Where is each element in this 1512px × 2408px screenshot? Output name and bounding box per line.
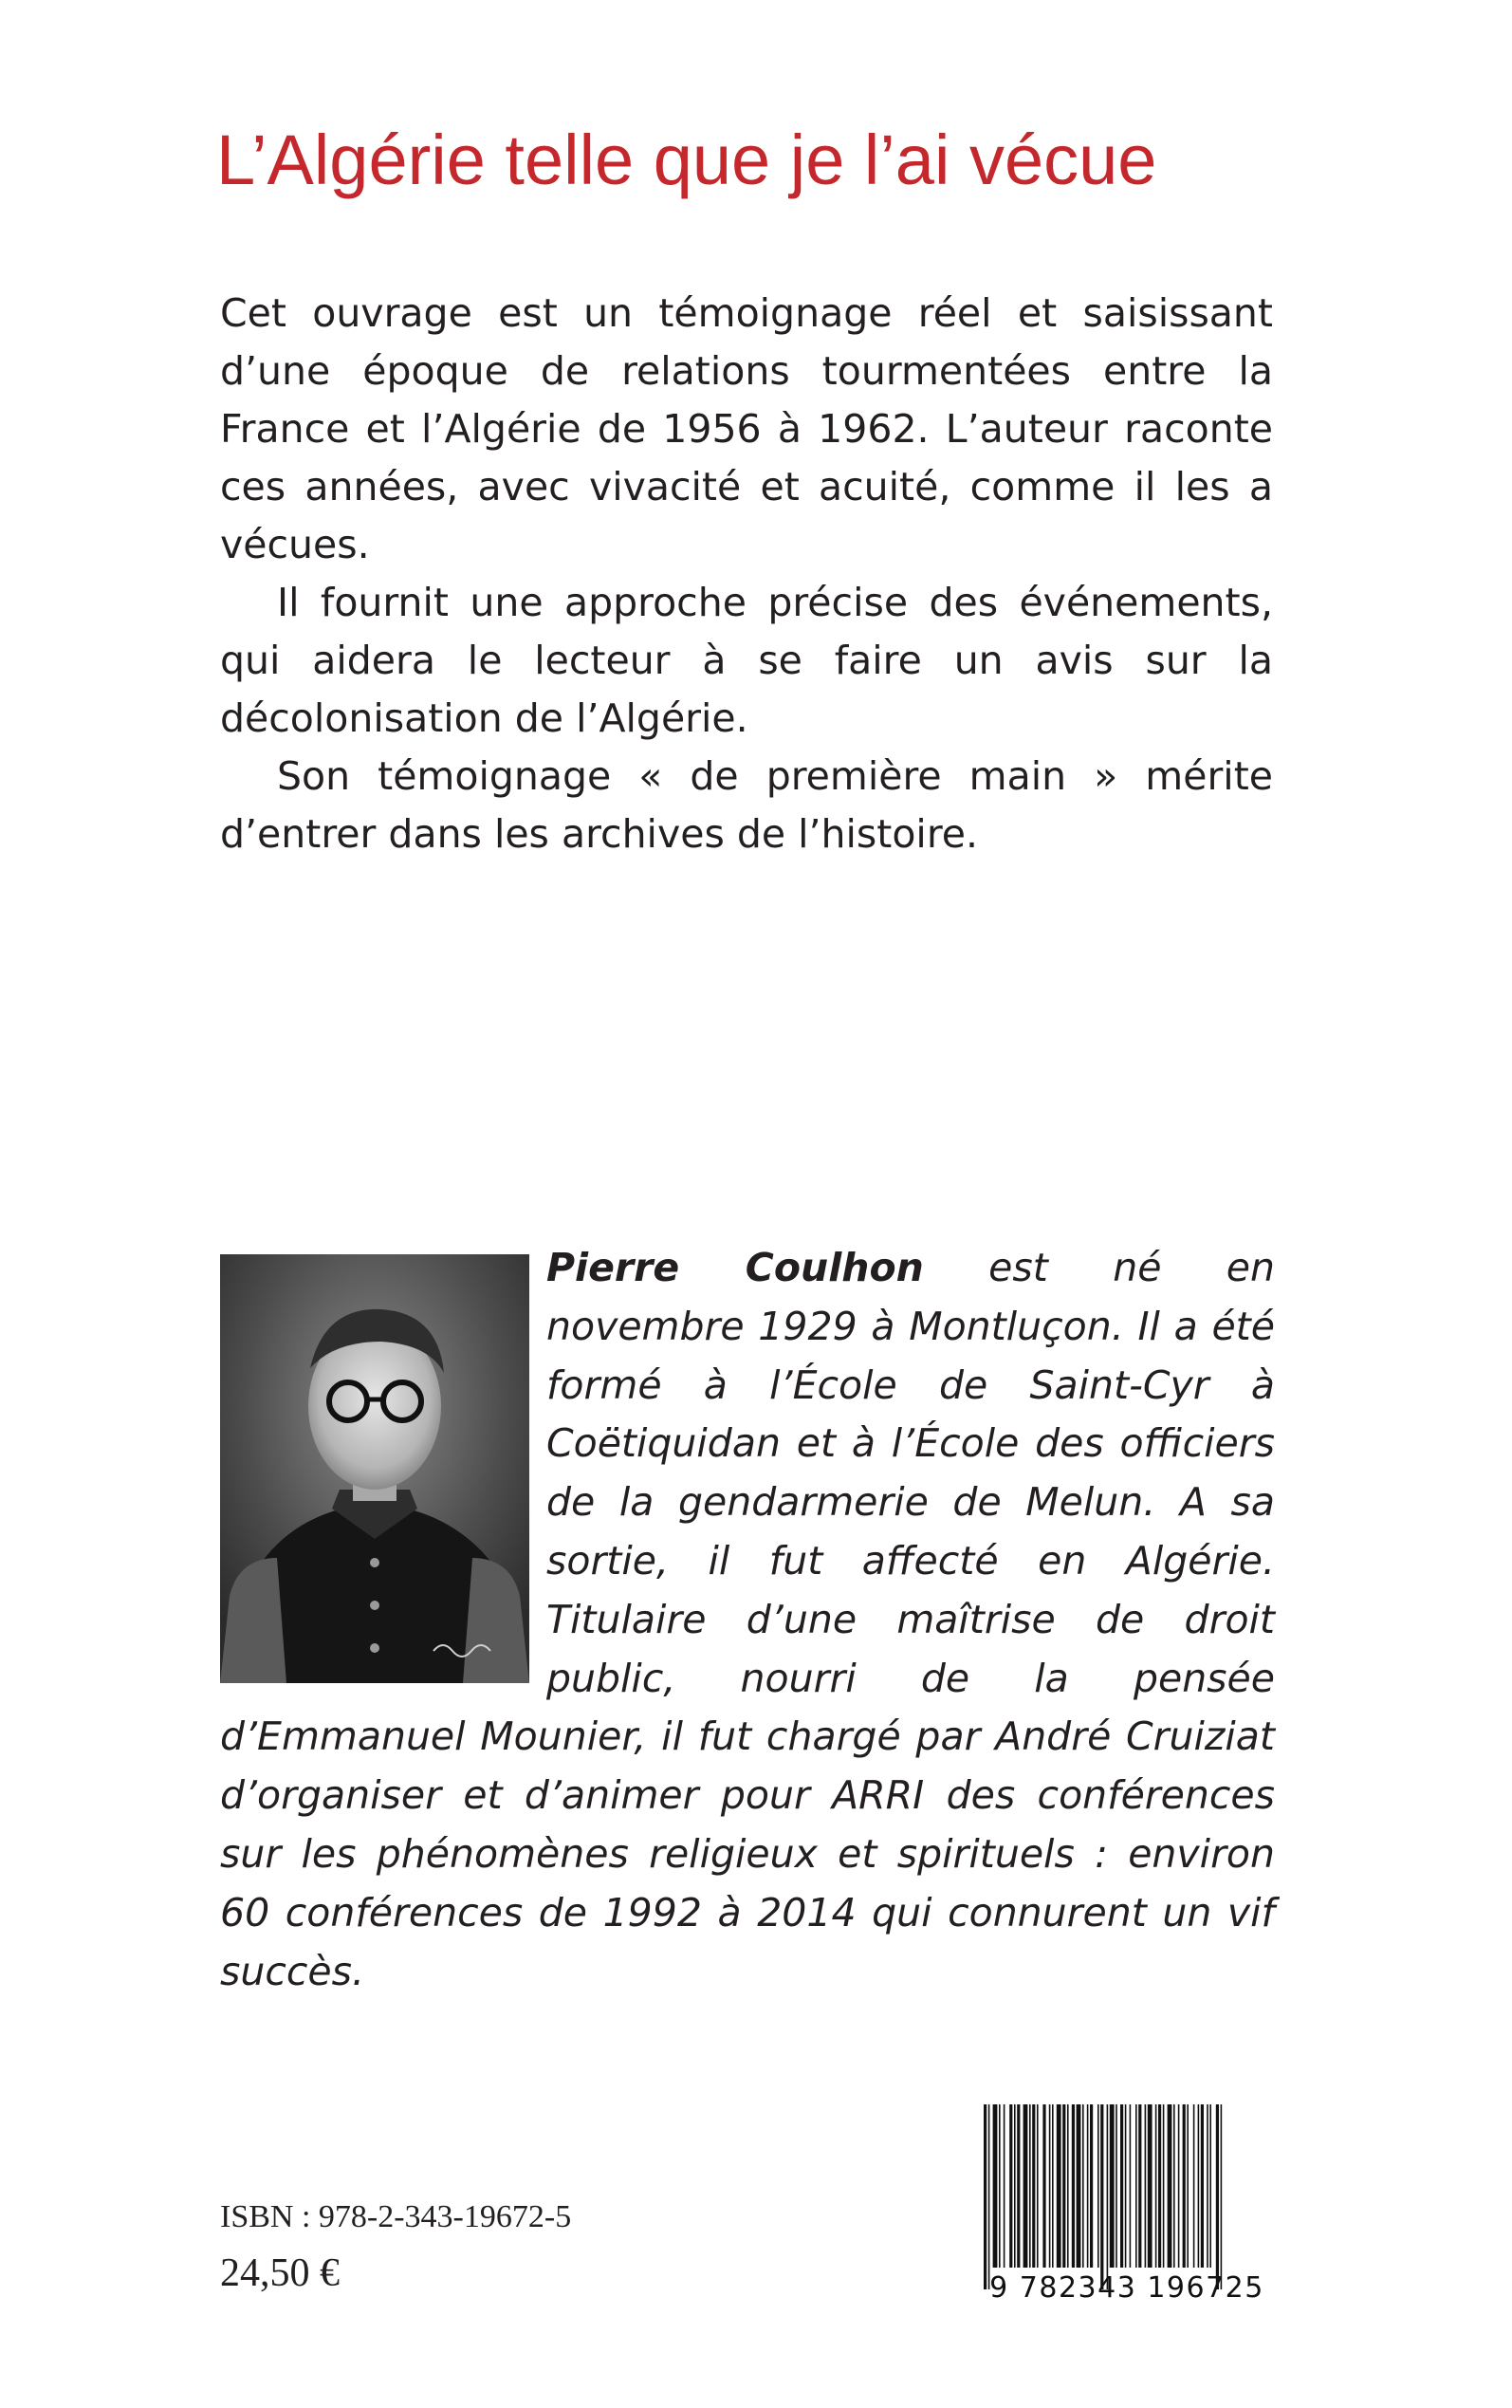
barcode-digits: 9 782343 196725 [989, 2271, 1264, 2305]
barcode-bar [988, 2104, 990, 2289]
barcode-bar [1168, 2104, 1172, 2268]
author-name: Pierre Coulhon [546, 1245, 924, 1290]
barcode-bar [1052, 2104, 1054, 2268]
barcode-bar [1148, 2104, 1152, 2268]
barcode-bar [1017, 2104, 1020, 2268]
barcode-bar [1042, 2104, 1045, 2268]
barcode-bar [1221, 2104, 1223, 2289]
barcode-bar [1110, 2104, 1115, 2268]
summary-paragraph-1: Cet ouvrage est un témoignage réel et saisissant d’une époque de relations tourmentées entre la France et l’Algérie de 1956 à 1962. L’auteur raconte ces années, avec vivacité et acuité, comme il les a vécues. [220, 290, 1273, 567]
barcode-bar [1004, 2104, 1005, 2268]
barcode-bar [1023, 2104, 1028, 2268]
barcode-bar [984, 2104, 986, 2289]
author-bio-text: est né en novembre 1929 à Montluçon. Il a été formé à l’École de Saint-Cyr à Coëtiquidan et à l’École des officiers de la gendarmerie de Melun. A sa sortie, il fut affecté en Algérie. Titulaire d’une maîtrise de droit public, nourri de la pensée d’Emmanuel Mounier, il fut chargé par André Cruiziat d’organiser et d’animer pour ARRI des conférences sur les phénomènes religieux et spirituels : environ 60 conférences de 1992 à 2014 qui connurent un vif succès. [220, 1245, 1275, 1994]
barcode-bar [1077, 2104, 1081, 2268]
barcode-bar [1090, 2104, 1093, 2268]
barcode-bar [999, 2104, 1001, 2268]
barcode-bar [1116, 2104, 1117, 2268]
author-bio [220, 1239, 1275, 2001]
barcode-bar [1193, 2104, 1195, 2268]
barcode-bar [1009, 2104, 1012, 2268]
barcode-bar [1049, 2104, 1051, 2268]
barcode-bar [1187, 2104, 1189, 2268]
book-title: L’Algérie telle que je l’ai vécue [216, 120, 1157, 199]
barcode-bar [1100, 2104, 1103, 2289]
barcode-bar [1145, 2104, 1147, 2268]
barcode-bar [1130, 2104, 1132, 2268]
barcode-bar [1183, 2104, 1186, 2268]
barcode-bar [1032, 2104, 1035, 2268]
isbn-text: ISBN : 978-2-343-19672-5 [220, 2199, 572, 2234]
barcode-bar [1135, 2104, 1137, 2268]
barcode-bar [1057, 2104, 1061, 2268]
summary-paragraph-3: Son témoignage « de première main » mérite d’entrer dans les archives de l’histoire. [220, 753, 1273, 857]
barcode-bar [1178, 2104, 1180, 2268]
barcode-bar [1155, 2104, 1157, 2268]
barcode-bar [1072, 2104, 1075, 2268]
barcode-bar [1198, 2104, 1200, 2268]
summary-text [220, 285, 1273, 863]
barcode-bar [993, 2104, 998, 2268]
barcode-bar [1120, 2104, 1123, 2268]
summary-paragraph-2: Il fournit une approche précise des événements, qui aidera le lecteur à se faire un avis sur la décolonisation de l’Algérie. [220, 580, 1273, 741]
barcode-bar [1163, 2104, 1165, 2268]
barcode-bar [1125, 2104, 1127, 2268]
barcode-bar [1209, 2104, 1211, 2268]
barcode-bar [1216, 2104, 1219, 2289]
barcode-bar [1062, 2104, 1065, 2268]
barcode-bar [1029, 2104, 1031, 2268]
barcode-bar [1173, 2104, 1175, 2268]
barcode-bar [1138, 2104, 1141, 2268]
barcode-bar [1107, 2104, 1109, 2289]
barcode-bar [1087, 2104, 1089, 2268]
barcode-bar [1014, 2104, 1016, 2268]
barcode-bar [1067, 2104, 1069, 2268]
price-text: 24,50 € [220, 2251, 340, 2295]
barcode-bar [1201, 2104, 1204, 2268]
barcode-bar [1037, 2104, 1039, 2268]
barcode-bar [1207, 2104, 1208, 2268]
barcode-bar [1082, 2104, 1084, 2268]
photo-spacer [220, 1239, 529, 1677]
barcode-bar [1097, 2104, 1099, 2268]
barcode-bar [1158, 2104, 1161, 2268]
